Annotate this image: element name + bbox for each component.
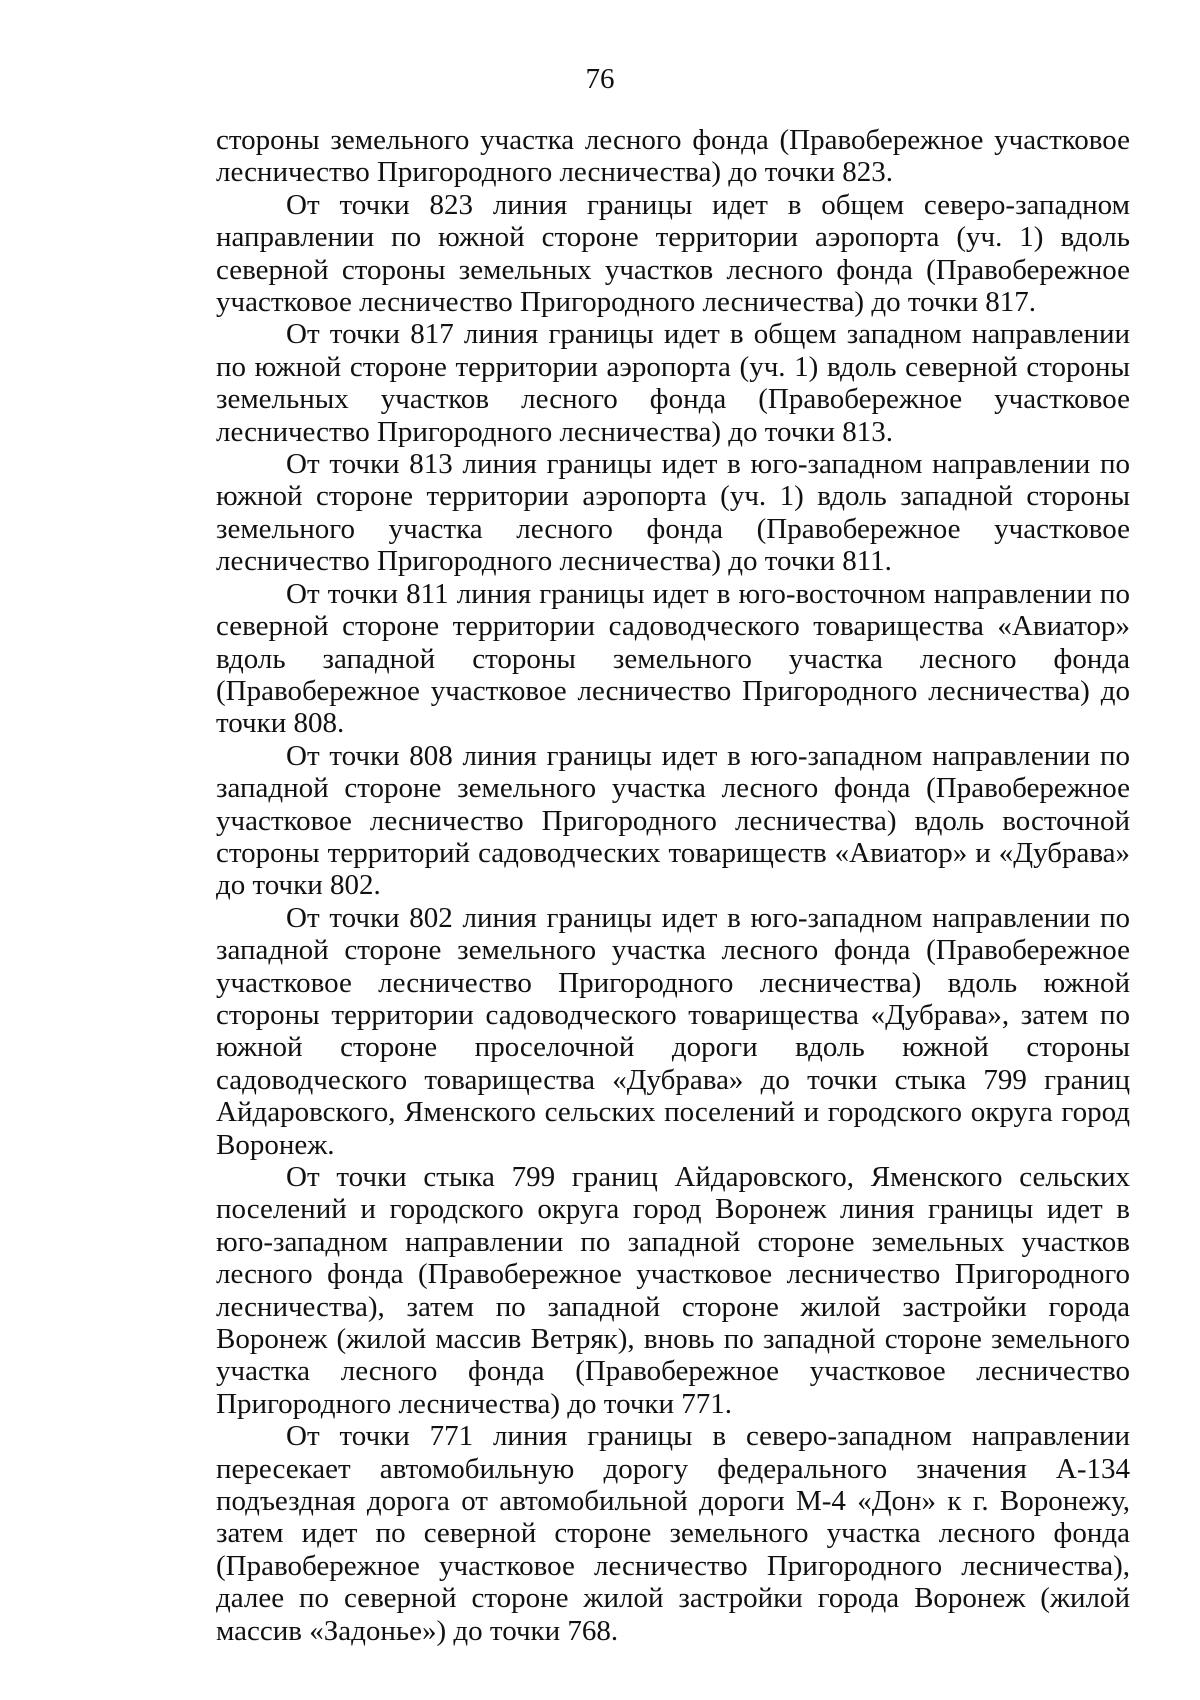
paragraph-point-823: От точки 823 линия границы идет в общем северо-западном направлении по южной стороне территории аэропорта (уч. 1) вдоль северной стороны земельных участков лесного фонда (Правобережное участковое лесничество Пригородного лесничества) до точки 817. (216, 188, 1130, 319)
document-body (216, 124, 1130, 1647)
paragraph-point-808: От точки 808 линия границы идет в юго-западном направлении по западной стороне земельного участка лесного фонда (Правобережное участковое лесничество Пригородного лесничества) вдоль восточной стороны территорий садоводческих товариществ «Авиатор» и «Дубрава» до точки 802. (216, 739, 1130, 902)
page-number: 76 (585, 63, 615, 95)
paragraph-point-811: От точки 811 линия границы идет в юго-восточном направлении по северной стороне территории садоводческого товарищества «Авиатор» вдоль западной стороны земельного участка лесного фонда (Правобережное участковое лесничество Пригородного лесничества) до точки 808. (216, 577, 1130, 740)
paragraph-point-817: От точки 817 линия границы идет в общем западном направлении по южной стороне территории аэропорта (уч. 1) вдоль северной стороны земельных участков лесного фонда (Правобережное участковое лесничество Пригородного лесничества) до точки 813. (216, 318, 1130, 448)
paragraph-continuation: стороны земельного участка лесного фонда (Правобережное участковое лесничество Пригородного лесничества) до точки 823. (216, 124, 1130, 189)
paragraph-point-771: От точки 771 линия границы в северо-западном направлении пересекает автомобильную дорогу федерального значения А-134 подъездная дорога от автомобильной дороги М-4 «Дон» к г. Воронежу, затем идет по северной стороне земельного участка лесного фонда (Правобережное участковое лесничество Пригородного лесничества), далее по северной стороне жилой застройки города Воронеж (жилой массив «Задонье») до точки 768. (216, 1420, 1130, 1647)
paragraph-point-813: От точки 813 линия границы идет в юго-западном направлении по южной стороне территории аэропорта (уч. 1) вдоль западной стороны земельного участка лесного фонда (Правобережное участковое лесничество Пригородного лесничества) до точки 811. (216, 448, 1130, 578)
paragraph-point-802: От точки 802 линия границы идет в юго-западном направлении по западной стороне земельного участка лесного фонда (Правобережное участковое лесничество Пригородного лесничества) вдоль южной стороны территории садоводческого товарищества «Дубрава», затем по южной стороне проселочной дороги вдоль южной стороны садоводческого товарищества «Дубрава» до точки стыка 799 границ Айдаровского, Яменского сельских поселений и городского округа город Воронеж. (216, 901, 1130, 1161)
paragraph-point-799: От точки стыка 799 границ Айдаровского, Яменского сельских поселений и городского округа город Воронеж линия границы идет в юго-западном направлении по западной стороне земельных участков лесного фонда (Правобережное участковое лесничество Пригородного лесничества), затем по западной стороне жилой застройки города Воронеж (жилой массив Ветряк), вновь по западной стороне земельного участка лесного фонда (Правобережное участковое лесничество Пригородного лесничества) до точки 771. (216, 1161, 1130, 1420)
